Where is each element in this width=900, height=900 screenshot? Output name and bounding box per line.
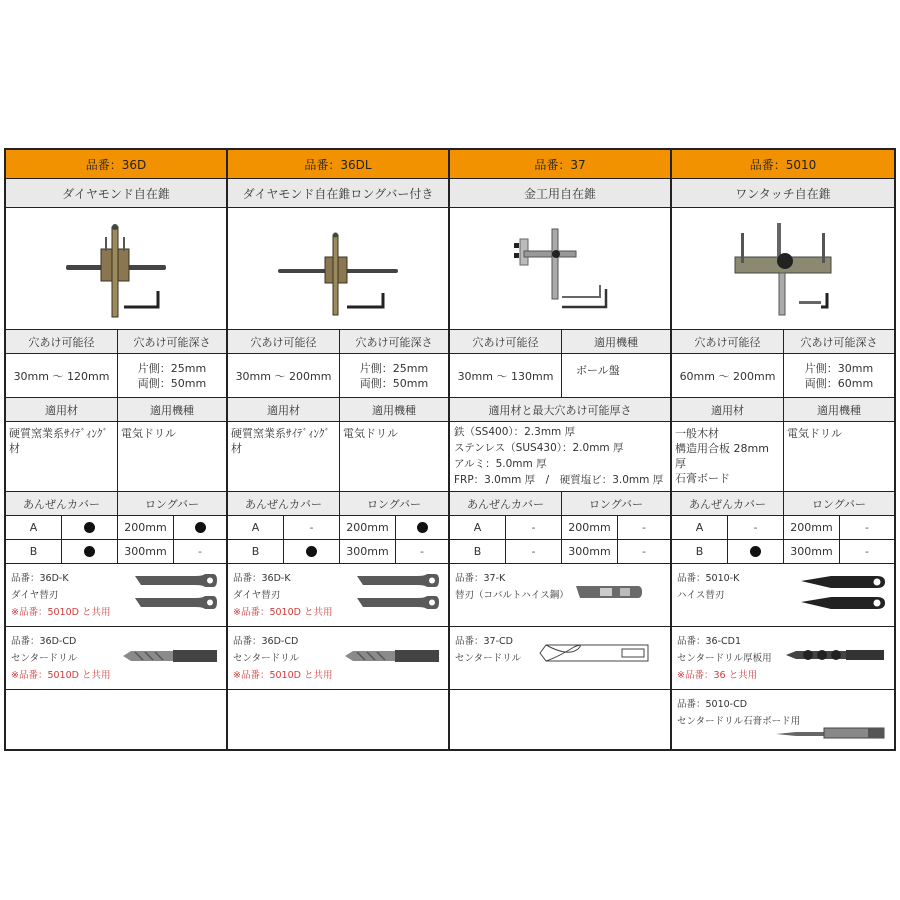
product-name: ダイヤモンド自在錐: [6, 179, 226, 208]
option-row-b: [228, 540, 448, 564]
cover-mark: [62, 516, 118, 539]
spare-part-name: センタードリル石膏ボード用: [677, 716, 801, 727]
bar-mark: -: [198, 545, 202, 558]
cover-type: A: [228, 516, 284, 539]
machine-value: 電気ドリル: [787, 427, 842, 440]
machine-label: 適用機種: [817, 403, 861, 417]
diameter-value: 30mm ～ 120mm: [6, 354, 118, 397]
cover-mark: -: [506, 516, 562, 539]
diameter-value: 30mm ～ 200mm: [228, 354, 340, 397]
spare-part-note: ※品番：5010D と共用: [233, 607, 333, 618]
material-thickness-label: 適用材と最大穴あけ可能厚さ: [488, 403, 632, 417]
safety-cover-label: あんぜんカバー: [6, 492, 118, 515]
center-drill-outline-icon: [538, 643, 650, 663]
machine-value: 電気ドリル: [343, 427, 398, 440]
spare-part: [228, 564, 448, 627]
hss-blade-pair-icon: [801, 572, 886, 614]
material-value-row: [228, 422, 448, 492]
option-label-row: [6, 492, 226, 516]
product-column-5010: [672, 150, 894, 749]
available-dot-icon: [84, 546, 95, 557]
spare-part-number: 品番：5010-CD: [677, 699, 748, 710]
spec-label-row: [672, 330, 894, 354]
cover-mark: -: [506, 540, 562, 563]
cover-type: B: [672, 540, 728, 563]
spare-part-note: ※品番：5010D と共用: [11, 670, 111, 681]
material-label: 適用材: [228, 398, 340, 421]
center-drill-icon: [123, 649, 218, 663]
bar-mark: -: [642, 521, 646, 534]
one-touch-hole-cutter-icon: [723, 219, 843, 319]
spare-part-number: 品番：5010-K: [677, 573, 740, 584]
product-name: ダイヤモンド自在錐ロングバー付き: [228, 179, 448, 208]
spare-part-number: 品番：36D-CD: [233, 636, 299, 647]
spare-part: [6, 627, 226, 690]
cobalt-blade-icon: [576, 584, 642, 600]
machine-label: 適用機種: [150, 403, 194, 417]
product-image: [450, 208, 670, 330]
spare-part-note: ※品番：36 と共用: [677, 670, 758, 681]
spare-part-number: 品番：36-CD1: [677, 636, 742, 647]
available-dot-icon: [417, 522, 428, 533]
spare-part-number: 品番：37-K: [455, 573, 506, 584]
hole-saw-cutter-long-bar-icon: [273, 219, 403, 319]
spare-part-number: 品番：36D-K: [11, 573, 69, 584]
diameter-label: 穴あけ可能径: [6, 330, 118, 353]
spare-part: [672, 627, 894, 690]
option-label-row: [228, 492, 448, 516]
material-value-row: [672, 422, 894, 492]
depth-label: 穴あけ可能深さ: [800, 335, 878, 349]
spec-label-row: [228, 330, 448, 354]
depth-value: 片側：25mm 両側：50mm: [359, 361, 429, 390]
bar-mark: -: [865, 521, 869, 534]
bar-size: 200mm: [784, 516, 840, 539]
option-row-b: [672, 540, 894, 564]
cover-mark: -: [728, 516, 784, 539]
bar-size: 300mm: [562, 540, 618, 563]
spare-part: [450, 564, 670, 627]
material-thickness-value: 鉄（SS400）：2.3mm 厚 ステンレス（SUS430）：2.0mm 厚 アルミ：5.0mm 厚 FRP：3.0mm 厚 / 硬質塩ビ：3.0mm 厚: [454, 426, 664, 486]
machine-label: 適用機種: [372, 403, 416, 417]
diameter-label: 穴あけ可能径: [672, 330, 784, 353]
spare-part-number: 品番：36D-K: [233, 573, 291, 584]
bar-size: 300mm: [784, 540, 840, 563]
cover-type: B: [6, 540, 62, 563]
cover-type: A: [672, 516, 728, 539]
bar-size: 300mm: [118, 540, 174, 563]
spec-label-row: [6, 330, 226, 354]
depth-label: 穴あけ可能深さ: [355, 335, 433, 349]
long-bar-label: ロングバー: [366, 497, 422, 511]
safety-cover-label: あんぜんカバー: [228, 492, 340, 515]
option-row-b: [450, 540, 670, 564]
cover-mark: -: [284, 516, 340, 539]
spec-value-row: [228, 354, 448, 398]
available-dot-icon: [750, 546, 761, 557]
product-image: [672, 208, 894, 330]
option-label-row: [450, 492, 670, 516]
bar-mark: -: [642, 545, 646, 558]
spare-part: [450, 627, 670, 690]
material-label: 適用材: [672, 398, 784, 421]
option-row-b: [6, 540, 226, 564]
cover-type: B: [450, 540, 506, 563]
product-column-36d: [6, 150, 228, 749]
spec-value-row: [450, 354, 670, 398]
diameter-value: 60mm ～ 200mm: [672, 354, 784, 397]
machine-value: 電気ドリル: [121, 427, 176, 440]
spare-part-note: ※品番：5010D と共用: [11, 607, 111, 618]
metal-hole-cutter-icon: [500, 219, 620, 319]
part-number-header: 品番：36DL: [228, 150, 448, 179]
available-dot-icon: [306, 546, 317, 557]
spare-part-name: ダイヤ替刃: [233, 590, 281, 601]
material-label-row: [450, 398, 670, 422]
option-label-row: [672, 492, 894, 516]
auger-drill-icon: [786, 647, 886, 663]
product-image: [6, 208, 226, 330]
depth-value: 片側：30mm 両側：60mm: [804, 361, 874, 390]
long-bar-label: ロングバー: [811, 497, 867, 511]
bar-mark: [396, 516, 448, 539]
product-name: ワンタッチ自在錐: [672, 179, 894, 208]
hole-saw-cutter-icon: [56, 219, 176, 319]
option-row-a: [228, 516, 448, 540]
diamond-blade-pair-icon: [355, 572, 440, 614]
safety-cover-label: あんぜんカバー: [672, 492, 784, 515]
product-name: 金工用自在錐: [450, 179, 670, 208]
depth-label: 穴あけ可能深さ: [133, 335, 211, 349]
material-value: 硬質窯業系ｻｲﾃﾞｨﾝｸﾞ材: [228, 422, 340, 491]
spare-part-name: ハイス替刃: [677, 590, 725, 601]
spare-part: [672, 564, 894, 627]
bar-mark: -: [865, 545, 869, 558]
part-number-header: 品番：37: [450, 150, 670, 179]
part-number-header: 品番：5010: [672, 150, 894, 179]
option-row-a: [450, 516, 670, 540]
material-value-row: [450, 422, 670, 492]
bar-size: 200mm: [118, 516, 174, 539]
product-image: [228, 208, 448, 330]
bar-mark: -: [420, 545, 424, 558]
product-column-36dl: [228, 150, 450, 749]
material-value: 硬質窯業系ｻｲﾃﾞｨﾝｸﾞ材: [6, 422, 118, 491]
bar-size: 200mm: [562, 516, 618, 539]
product-comparison-table: [4, 148, 896, 751]
available-dot-icon: [84, 522, 95, 533]
empty-cell: [6, 690, 226, 749]
long-bar-label: ロングバー: [588, 497, 644, 511]
center-drill-icon: [345, 649, 440, 663]
diameter-label: 穴あけ可能径: [228, 330, 340, 353]
available-dot-icon: [195, 522, 206, 533]
spec-label-row: [450, 330, 670, 354]
bar-size: 200mm: [340, 516, 396, 539]
option-row-a: [672, 516, 894, 540]
empty-cell: [228, 690, 448, 749]
depth-value: 片側：25mm 両側：50mm: [137, 361, 207, 390]
spare-part-name: センタードリル: [11, 653, 78, 664]
long-bar-label: ロングバー: [144, 497, 200, 511]
spare-part: [672, 690, 894, 749]
cover-type: A: [6, 516, 62, 539]
spec-value-row: [6, 354, 226, 398]
cover-type: A: [450, 516, 506, 539]
empty-cell: [450, 690, 670, 749]
option-row-a: [6, 516, 226, 540]
cover-mark: [728, 540, 784, 563]
safety-cover-label: あんぜんカバー: [450, 492, 562, 515]
spare-part-name: センタードリル厚板用: [677, 653, 772, 664]
spec-value-row: [672, 354, 894, 398]
spare-part-name: 替刃（コバルトハイス鋼）: [455, 590, 569, 601]
spare-part-name: ダイヤ替刃: [11, 590, 59, 601]
cover-type: B: [228, 540, 284, 563]
part-number-header: 品番：36D: [6, 150, 226, 179]
bar-size: 300mm: [340, 540, 396, 563]
gypsum-drill-icon: [776, 726, 886, 740]
cover-mark: [62, 540, 118, 563]
spare-part-name: センタードリル: [233, 653, 300, 664]
material-value: 一般木材 構造用合板 28mm 厚 石膏ボード: [672, 422, 784, 491]
cover-mark: [284, 540, 340, 563]
spare-part: [228, 627, 448, 690]
material-label-row: [672, 398, 894, 422]
machine-value: ボール盤: [576, 364, 620, 377]
spare-part-note: ※品番：5010D と共用: [233, 670, 333, 681]
material-value-row: [6, 422, 226, 492]
spare-part-number: 品番：37-CD: [455, 636, 513, 647]
material-label-row: [228, 398, 448, 422]
material-label: 適用材: [6, 398, 118, 421]
diameter-label: 穴あけ可能径: [450, 330, 562, 353]
spare-part-number: 品番：36D-CD: [11, 636, 77, 647]
spare-part: [6, 564, 226, 627]
material-label-row: [6, 398, 226, 422]
product-column-37: [450, 150, 672, 749]
diameter-value: 30mm ～ 130mm: [450, 354, 562, 397]
spare-part-name: センタードリル: [455, 653, 522, 664]
bar-mark: [174, 516, 226, 539]
diamond-blade-pair-icon: [133, 572, 218, 614]
machine-label: 適用機種: [594, 335, 638, 349]
